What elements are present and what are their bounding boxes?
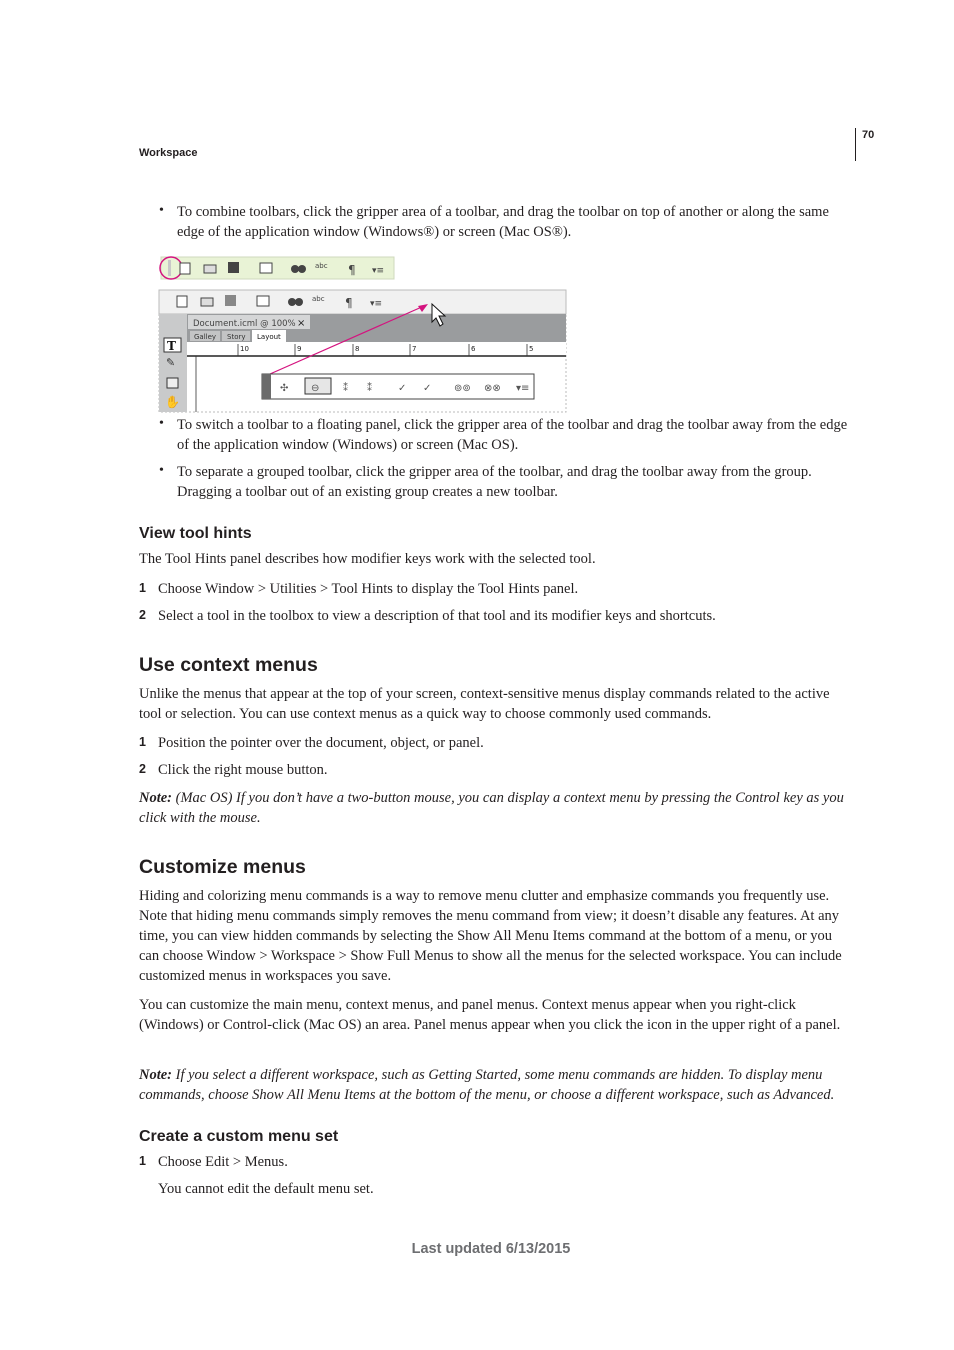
step-text: Choose Window > Utilities > Tool Hints to display the Tool Hints panel.: [158, 581, 579, 597]
note-tool-icon: ✎: [166, 356, 176, 369]
page-tool-icon: [167, 378, 178, 388]
ruler-label: 7: [412, 345, 417, 353]
document-tab-label: Document.icml @ 100%: [193, 319, 296, 329]
svg-text:⊚⊚: ⊚⊚: [454, 383, 471, 394]
ruler-label: 10: [240, 345, 249, 353]
step-number: 1: [139, 1154, 146, 1168]
ruler-label: 6: [471, 345, 476, 353]
context-menus-intro: Unlike the menus that appear at the top of your screen, context-sensitive menus display commands related to the active tool or selection. You can use context menus as a quick way to choose commonly used commands.: [139, 686, 830, 722]
step-text: Choose Edit > Menus.: [158, 1154, 288, 1170]
customize-menus-para1: Hiding and colorizing menu commands is a way to remove menu clutter and emphasize commands you frequently use. Note that hiding menu commands simply removes the menu command from view; it doesn’t disable any features. At any time, you can view hidden commands by selecting the Show All Menu Items command at the bottom of a menu, or you can choose Window > Workspace > Show Full Menus to show all the menus for the selected workspace. You can include customized menus in workspaces you save.: [139, 888, 842, 984]
page-number: 70: [862, 129, 875, 141]
step-followup: You cannot edit the default menu set.: [158, 1181, 374, 1197]
heading-view-tool-hints: View tool hints: [139, 525, 252, 542]
svg-text:✓: ✓: [423, 383, 432, 394]
svg-text:▾≡: ▾≡: [372, 266, 385, 276]
bullet-icon: •: [159, 203, 164, 218]
subtab-galley: Galley: [194, 333, 217, 341]
step-text: Click the right mouse button.: [158, 762, 328, 778]
step-text: Position the pointer over the document, object, or panel.: [158, 735, 484, 751]
svg-text:¶: ¶: [348, 263, 356, 277]
tool-hints-intro: The Tool Hints panel describes how modifier keys work with the selected tool.: [139, 551, 596, 567]
close-icon: ×: [297, 318, 306, 329]
dragged-gripper-icon: [262, 374, 271, 399]
svg-text:⊗⊗: ⊗⊗: [484, 383, 501, 394]
step-number: 1: [139, 581, 146, 595]
context-menus-note: [139, 788, 851, 828]
svg-text:✣: ✣: [280, 383, 289, 394]
dragged-toolbar-icons: [280, 381, 529, 394]
step-number: 1: [139, 735, 146, 749]
docked-toolbar: [159, 290, 566, 314]
note-label: Note:: [139, 1067, 173, 1083]
customize-menus-note: [139, 1065, 851, 1105]
ruler-label: 5: [529, 345, 534, 353]
step-text: Select a tool in the toolbox to view a description of that tool and its modifier keys and shortcuts.: [158, 608, 716, 624]
customize-menus-para2: You can customize the main menu, context menus, and panel menus. Context menus appear when you right-click (Windows) or Control-click (Mac OS) an area. Panel menus appear when you click the icon in the upper right of a panel.: [139, 997, 841, 1033]
svg-text:T: T: [167, 339, 176, 353]
ruler-label: 8: [355, 345, 360, 353]
svg-text:▾≡: ▾≡: [370, 299, 383, 309]
heading-use-context-menus: Use context menus: [139, 654, 318, 676]
svg-text:⁑: ⁑: [367, 383, 372, 394]
svg-text:¶: ¶: [345, 296, 353, 310]
ruler-label: 9: [297, 345, 302, 353]
header-rule: [855, 128, 856, 161]
gripper-icon: [168, 260, 171, 276]
section-header: Workspace: [139, 147, 198, 159]
toolbar-figure: [158, 254, 568, 414]
svg-text:✓: ✓: [398, 383, 407, 394]
heading-customize-menus: Customize menus: [139, 856, 306, 878]
step-number: 2: [139, 762, 146, 776]
hand-tool-icon: ✋: [165, 395, 180, 409]
floating-toolbar: [161, 257, 394, 279]
svg-text:▾≡: ▾≡: [516, 383, 530, 394]
svg-text:⊖: ⊖: [311, 383, 320, 394]
bullet-icon: •: [159, 463, 164, 478]
subtab-story: Story: [227, 333, 246, 341]
heading-create-custom-menu-set: Create a custom menu set: [139, 1128, 339, 1145]
bullet-icon: •: [159, 416, 164, 431]
svg-text:abc: abc: [312, 295, 325, 303]
note-label: Note:: [139, 790, 173, 806]
toolbar-illustration: [158, 254, 568, 414]
svg-text:abc: abc: [315, 262, 328, 270]
bullet-floating-panel: To switch a toolbar to a floating panel, click the gripper area of the toolbar and drag the toolbar away from the edge of the application window (Windows) or screen (Mac OS).: [177, 417, 848, 453]
note-text: If you select a different workspace, such as Getting Started, some menu commands are hidden. To display menu commands, choose Show All Menu Items at the bottom of the menu, or choose a different workspace, such as Advanced.: [139, 1067, 835, 1103]
subtab-layout: Layout: [257, 333, 281, 341]
bullet-separate-toolbar: To separate a grouped toolbar, click the gripper area of the toolbar, and drag the toolbar away from the group. Dragging a toolbar out of an existing group creates a new toolbar.: [177, 464, 812, 500]
svg-text:⁑: ⁑: [343, 383, 348, 394]
bullet-combine-toolbars: To combine toolbars, click the gripper area of a toolbar, and drag the toolbar on top of another or along the same edge of the application window (Windows®) or screen (Mac OS®).: [177, 204, 829, 240]
note-text: (Mac OS) If you don’t have a two-button mouse, you can display a context menu by pressing the Control key as you click with the mouse.: [139, 790, 844, 826]
footer-last-updated: Last updated 6/13/2015: [411, 1241, 571, 1257]
step-number: 2: [139, 608, 146, 622]
